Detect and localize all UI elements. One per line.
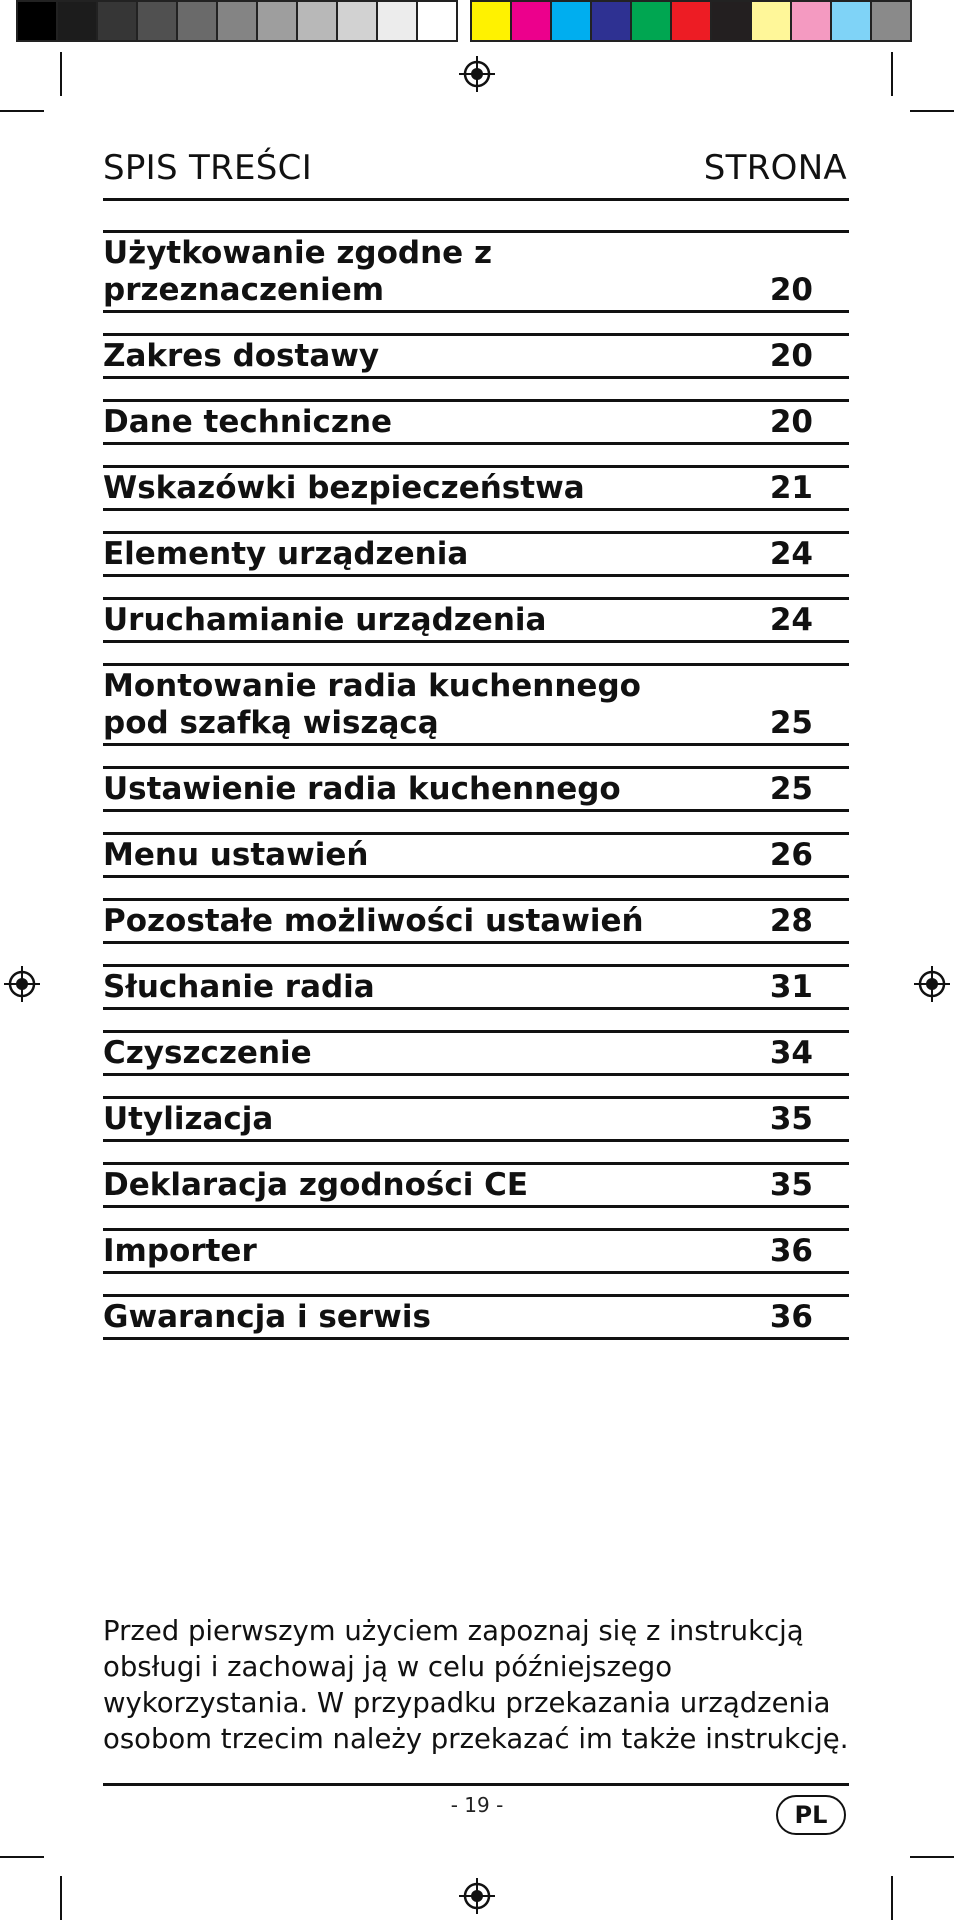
crop-mark [0, 1856, 44, 1858]
crop-mark [910, 110, 954, 112]
registration-mark-icon [459, 56, 495, 92]
toc-entry-label: Deklaracja zgodności CE [103, 1167, 529, 1203]
toc-entry-page: 31 [769, 969, 813, 1005]
registration-mark-icon [914, 966, 950, 1002]
toc-entry[interactable] [103, 465, 849, 511]
toc-entry-label: Utylizacja [103, 1101, 274, 1137]
toc-entry[interactable] [103, 399, 849, 445]
toc-entry-page: 20 [769, 338, 813, 374]
toc-entry[interactable] [103, 766, 849, 812]
color-swatch [630, 0, 672, 42]
gray-swatch [16, 0, 58, 42]
color-swatch [590, 0, 632, 42]
toc-entry-label: Elementy urządzenia [103, 536, 469, 572]
crop-mark [60, 1876, 62, 1920]
gray-swatch [136, 0, 178, 42]
color-swatch [670, 0, 712, 42]
toc-entry-page: 20 [769, 272, 813, 308]
toc-entry[interactable] [103, 663, 849, 746]
toc-entry-label: Importer [103, 1233, 257, 1269]
crop-mark [891, 52, 893, 96]
toc-entry-page: 35 [769, 1167, 813, 1203]
toc-entry[interactable] [103, 964, 849, 1010]
toc-entry-page: 28 [769, 903, 813, 939]
color-swatch [830, 0, 872, 42]
color-swatch [550, 0, 592, 42]
gray-swatch [336, 0, 378, 42]
gray-swatch [176, 0, 218, 42]
crop-mark [60, 52, 62, 96]
toc-entry-label: Montowanie radia kuchennego pod szafką wiszącą [103, 668, 641, 741]
toc-entry-page: 36 [769, 1233, 813, 1269]
gray-swatch [96, 0, 138, 42]
toc-entry-page: 25 [769, 705, 813, 741]
gray-swatch [376, 0, 418, 42]
toc-entry[interactable] [103, 597, 849, 643]
toc-header [103, 146, 847, 190]
toc-entry-label: Wskazówki bezpieczeństwa [103, 470, 585, 506]
color-calibration-bar [18, 0, 912, 42]
toc-entry[interactable] [103, 898, 849, 944]
registration-mark-icon [4, 966, 40, 1002]
toc-entry-page: 35 [769, 1101, 813, 1137]
toc-entry-page: 21 [769, 470, 813, 506]
toc-entry-page: 36 [769, 1299, 813, 1335]
header-divider [103, 198, 849, 201]
crop-mark [0, 110, 44, 112]
toc-entry[interactable] [103, 531, 849, 577]
toc-entry-page: 24 [769, 536, 813, 572]
toc-entry-page: 24 [769, 602, 813, 638]
page-number: - 19 - [450, 1793, 504, 1817]
gray-swatch [216, 0, 258, 42]
toc-entry-page: 26 [769, 837, 813, 873]
toc-entry-label: Gwarancja i serwis [103, 1299, 431, 1335]
toc-entry[interactable] [103, 333, 849, 379]
toc-entry-label: Słuchanie radia [103, 969, 375, 1005]
toc-entry-label: Pozostałe możliwości ustawień [103, 903, 644, 939]
toc-entry[interactable] [103, 1294, 849, 1340]
toc-entry[interactable] [103, 1162, 849, 1208]
toc-entry-page: 34 [769, 1035, 813, 1071]
toc-title: SPIS TREŚCI [103, 148, 313, 188]
toc-entry-label: Uruchamianie urządzenia [103, 602, 547, 638]
language-badge: PL [776, 1795, 846, 1835]
toc-entry-label: Użytkowanie zgodne z przeznaczeniem [103, 235, 493, 308]
toc-entry[interactable] [103, 1096, 849, 1142]
toc-entry[interactable] [103, 230, 849, 313]
crop-mark [910, 1856, 954, 1858]
toc-entry[interactable] [103, 1030, 849, 1076]
usage-note: Przed pierwszym użyciem zapoznaj się z instrukcją obsługi i zachowaj ją w celu późniejszego wykorzystania. W przypadku przekazania urządzenia osobom trzecim należy przekazać im także instrukcję. [103, 1615, 849, 1755]
color-swatch [750, 0, 792, 42]
gray-swatch [256, 0, 298, 42]
color-swatch [870, 0, 912, 42]
page-column-title: STRONA [703, 148, 847, 188]
toc-entry-page: 25 [769, 771, 813, 807]
gray-swatch [416, 0, 458, 42]
color-swatch [790, 0, 832, 42]
table-of-contents [103, 230, 849, 1360]
toc-entry-page: 20 [769, 404, 813, 440]
gray-swatch [56, 0, 98, 42]
registration-mark-icon [459, 1878, 495, 1914]
toc-entry[interactable] [103, 832, 849, 878]
color-swatch [710, 0, 752, 42]
toc-entry-label: Zakres dostawy [103, 338, 380, 374]
toc-entry[interactable] [103, 1228, 849, 1274]
toc-entry-label: Menu ustawień [103, 837, 369, 873]
crop-mark [891, 1876, 893, 1920]
gray-swatch [296, 0, 338, 42]
color-swatch [470, 0, 512, 42]
footer-divider [103, 1783, 849, 1786]
toc-entry-label: Czyszczenie [103, 1035, 312, 1071]
color-swatch [510, 0, 552, 42]
toc-entry-label: Ustawienie radia kuchennego [103, 771, 621, 807]
toc-entry-label: Dane techniczne [103, 404, 393, 440]
